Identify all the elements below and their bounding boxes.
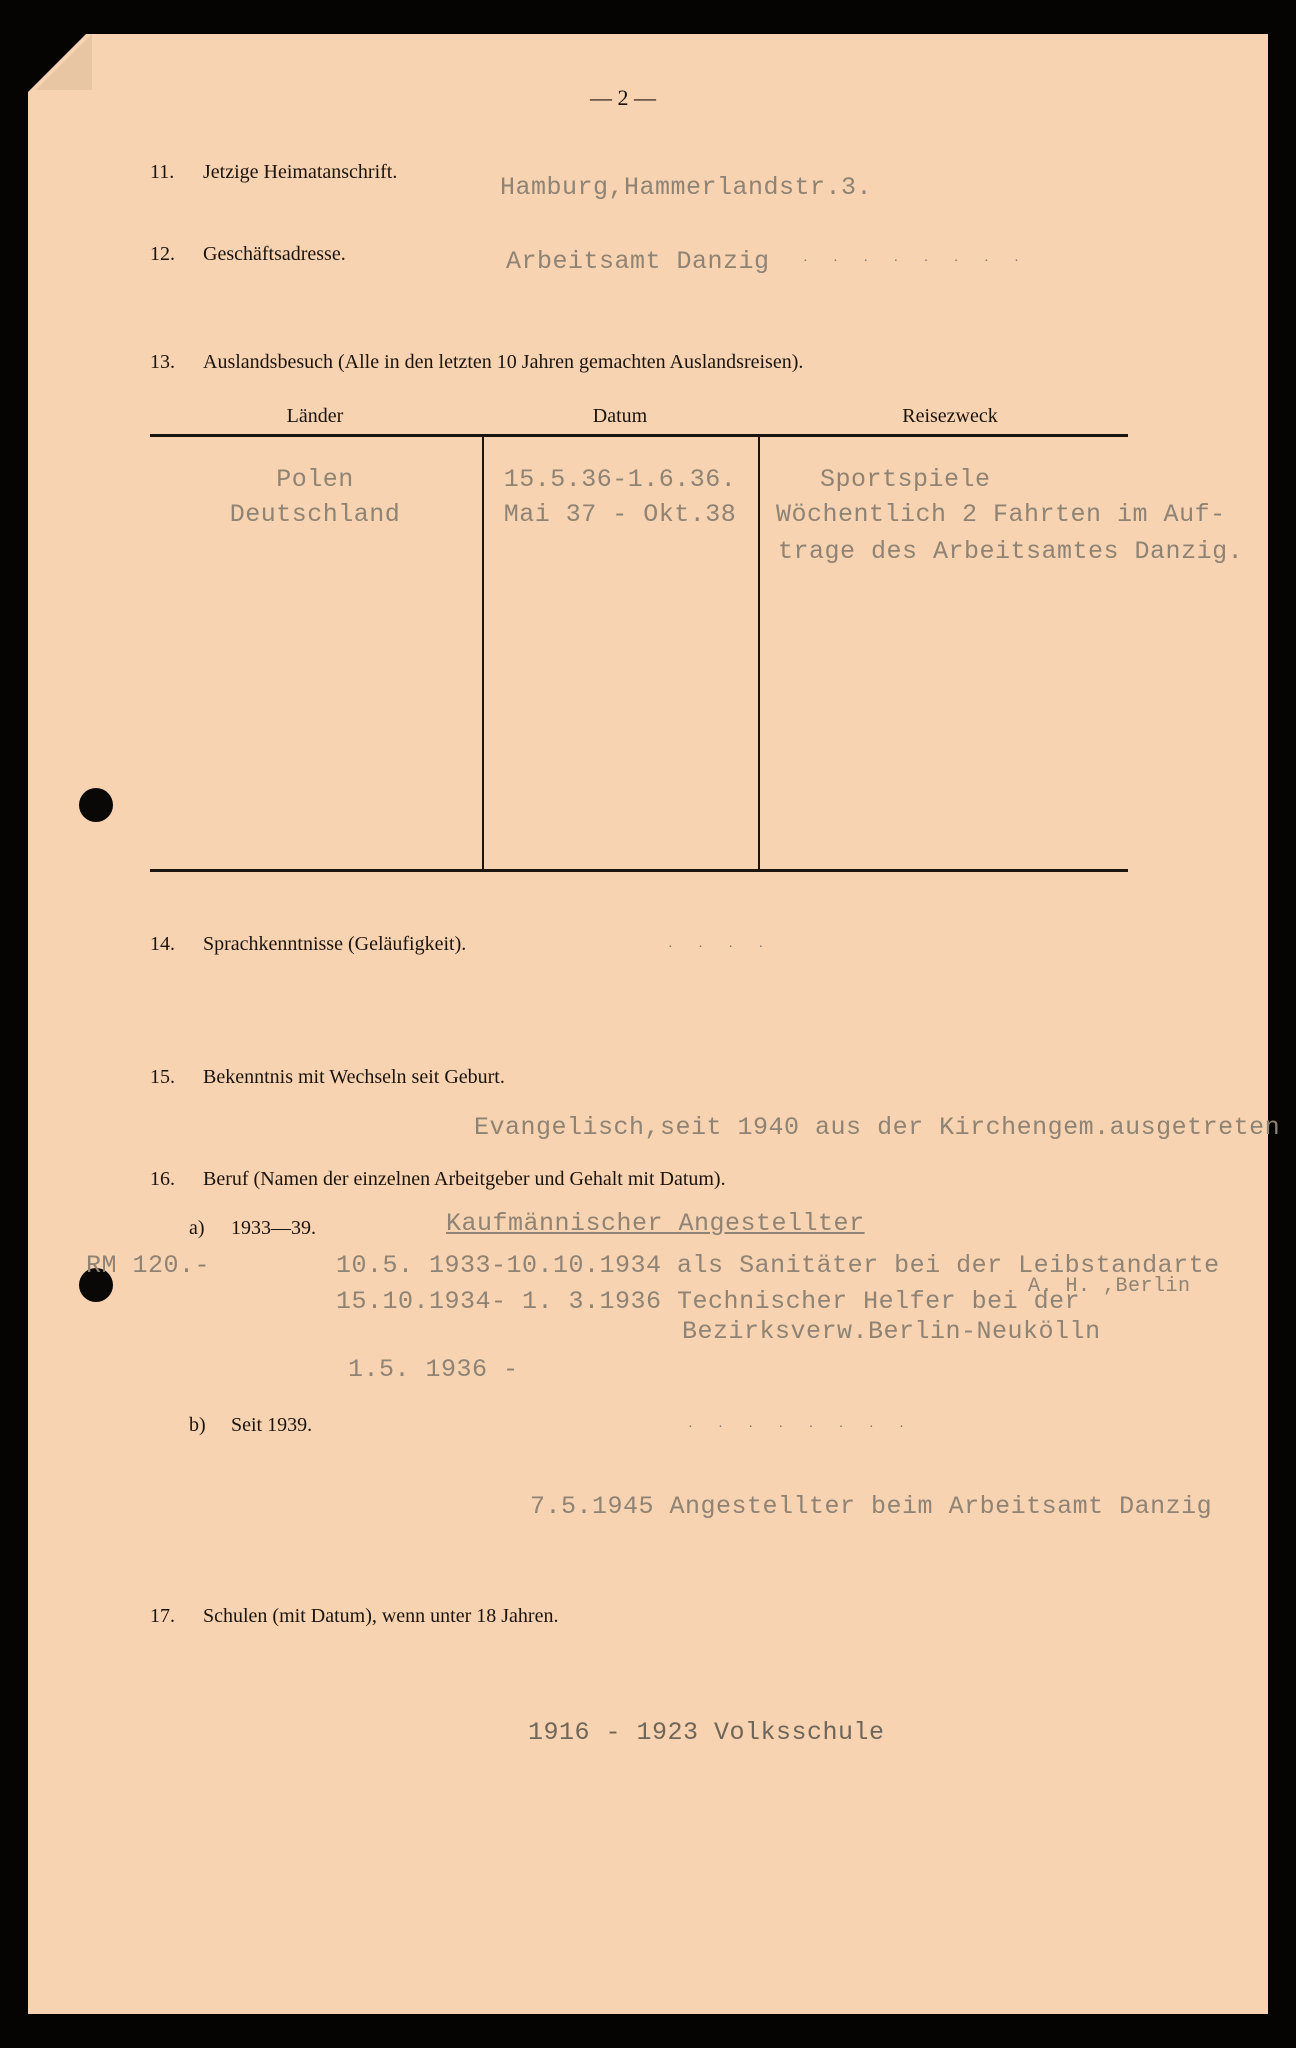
item-16b-label: b) <box>189 1414 206 1436</box>
travel-header-purpose: Reisezweck <box>902 405 998 427</box>
item-14-label: Sprachkenntnisse (Geläufigkeit). <box>203 933 467 955</box>
travel-header-date: Datum <box>592 405 648 427</box>
item-12-answer: Arbeitsamt Danzig <box>506 247 770 276</box>
item-12-number: 12. <box>150 243 175 265</box>
travel-purpose-continuation: trage des Arbeitsamtes Danzig. <box>778 537 1244 566</box>
employment-line-4: 1.5. 1936 - <box>348 1355 519 1384</box>
punch-hole-top <box>79 788 113 822</box>
employment-line-1: 10.5. 1933-10.10.1934 als Sanitäter bei der Leibstandarte <box>336 1251 1220 1280</box>
item-15-number: 15. <box>150 1066 175 1088</box>
employment-line-2: 15.10.1934- 1. 3.1936 Technischer Helfer bei der <box>336 1287 1081 1316</box>
item-11-answer: Hamburg,Hammerlandstr.3. <box>500 173 873 202</box>
employment-line-2-superscript: A. H. ,Berlin <box>1028 1275 1191 1298</box>
item-16a-title: Kaufmännischer Angestellter <box>446 1209 865 1238</box>
page-corner <box>28 34 86 92</box>
item-15-answer: Evangelisch,seit 1940 aus der Kirchengem.ausgetreten <box>474 1113 1281 1142</box>
document-page <box>28 34 1281 2014</box>
travel-country-1: Polen <box>276 465 354 494</box>
item-13-label: Auslandsbesuch (Alle in den letzten 10 Jahren gemachten Auslandsreisen). <box>203 351 804 373</box>
item-17-label: Schulen (mit Datum), wenn unter 18 Jahren. <box>203 1605 559 1627</box>
table-divider-2 <box>758 436 760 870</box>
item-14-number: 14. <box>150 933 175 955</box>
item-16-label: Beruf (Namen der einzelnen Arbeitgeber und Gehalt mit Datum). <box>203 1168 726 1190</box>
item-15-label: Bekenntnis mit Wechseln seit Geburt. <box>203 1066 505 1088</box>
dotted-leader: · · · · · · · · <box>803 254 1030 269</box>
table-top-rule <box>150 434 1128 437</box>
item-16-number: 16. <box>150 1168 175 1190</box>
item-13-number: 13. <box>150 351 175 373</box>
dotted-leader: · · · · · · · · <box>688 1420 915 1435</box>
travel-country-2: Deutschland <box>229 500 401 529</box>
item-11-number: 11. <box>150 161 175 183</box>
salary-margin-note: RM 120.- <box>86 1251 211 1280</box>
travel-purpose-2: Wöchentlich 2 Fahrten im Auf- <box>776 500 1226 529</box>
item-16b-period: Seit 1939. <box>231 1414 313 1436</box>
item-16b-line: 7.5.1945 Angestellter beim Arbeitsamt Danzig <box>530 1492 1213 1521</box>
travel-date-2: Mai 37 - Okt.38 <box>503 500 737 529</box>
item-12-label: Geschäftsadresse. <box>203 243 346 265</box>
item-11-label: Jetzige Heimatanschrift. <box>203 161 398 183</box>
dotted-leader: · · · · <box>668 940 775 955</box>
table-bottom-rule <box>150 869 1128 872</box>
page-number: — 2 — <box>590 85 656 110</box>
item-16a-period: 1933—39. <box>231 1217 316 1239</box>
item-17-number: 17. <box>150 1605 175 1627</box>
travel-header-countries: Länder <box>286 405 344 427</box>
employment-line-3: Bezirksverw.Berlin-Neukölln <box>682 1317 1101 1346</box>
travel-purpose-1: Sportspiele <box>820 465 991 494</box>
item-17-answer: 1916 - 1923 Volksschule <box>528 1718 885 1747</box>
travel-date-1: 15.5.36-1.6.36. <box>503 465 737 494</box>
item-16a-label: a) <box>189 1217 205 1239</box>
